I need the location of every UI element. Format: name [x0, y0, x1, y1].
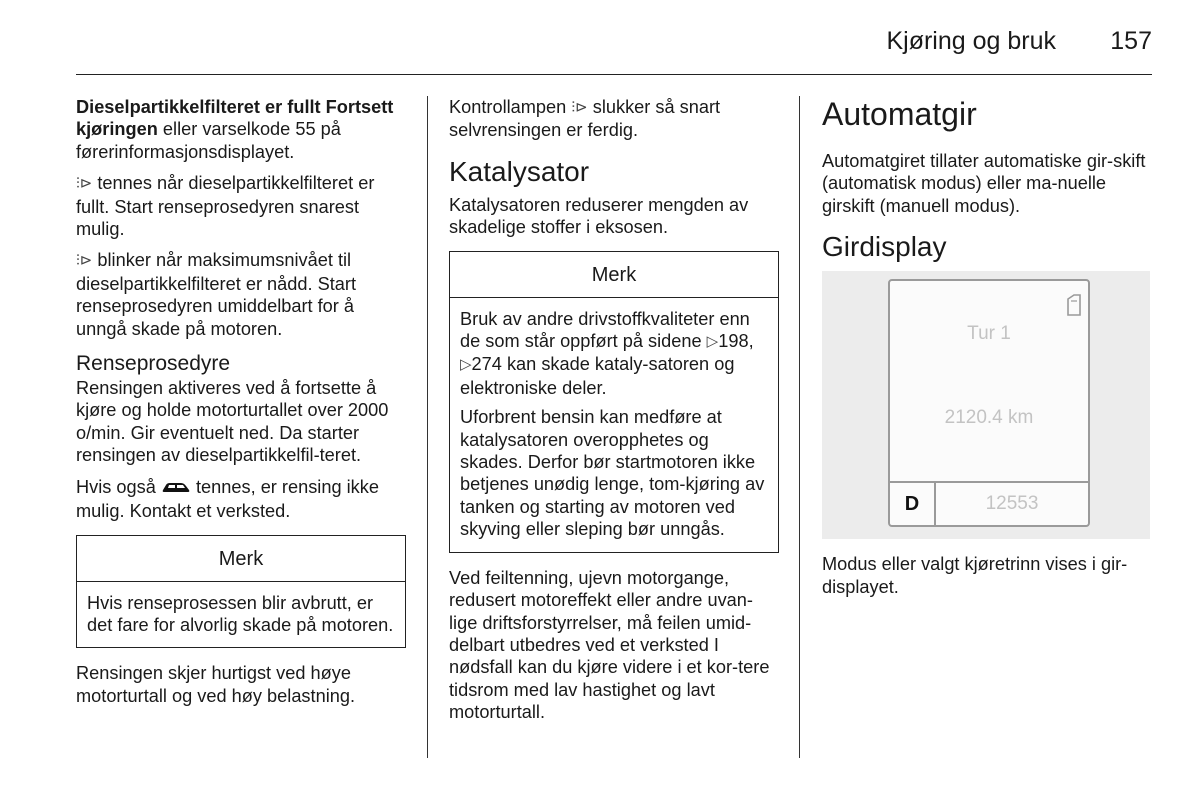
paragraph: Rensingen aktiveres ved å fortsette å kjøre og holde motorturtallet over 2000 o/min. Gir eventuelt ned. Da starter rensingen av dieselpartikkelfil-teret. [76, 378, 389, 466]
paragraph-text: Hvis også [76, 476, 161, 497]
paragraph: Katalysatoren reduserer mengden av skadelige stoffer i eksosen. [449, 194, 749, 238]
page-reference-arrow-icon: ▷ [460, 356, 472, 374]
paragraph [76, 249, 406, 340]
engine-check-icon [161, 478, 191, 500]
note-title: Merk [450, 252, 778, 298]
page-reference[interactable]: 274 [471, 354, 502, 375]
paragraph-text: eller varselkode 55 på førerinformasjonsdisplayet. [76, 119, 341, 162]
paragraph-text: slukker så snart selvrensingen er ferdig. [449, 97, 721, 141]
odometer: 12553 [985, 493, 1039, 515]
display-bottom-row [890, 481, 1088, 525]
trip-distance: 2120.4 km [944, 407, 1034, 429]
page-header [76, 22, 1152, 75]
note-body [450, 298, 778, 552]
gear-display-illustration [822, 271, 1150, 539]
note-box [76, 535, 406, 649]
trip-label: Tur 1 [967, 323, 1011, 345]
paragraph-text: blinker når maksimumsnivået til dieselpartikkelfilteret er nådd. Start renseprosedyren umiddelbart for å unngå skade på motoren. [76, 250, 357, 339]
note-body [77, 582, 405, 648]
chapter-title: Automatgir [822, 96, 977, 132]
note-text: Hvis renseprosessen blir avbrutt, er det fare for alvorlig skade på motoren. [87, 592, 394, 635]
dpf-warning-icon: ⫶⊳ [76, 175, 93, 193]
column-right [822, 96, 1152, 607]
bold-lead: Dieselpartikkelfilteret er fullt Fortsett kjøringen [76, 97, 394, 140]
dpf-warning-icon: ⫶⊳ [76, 252, 93, 270]
column-left [76, 96, 406, 716]
gear-indicator: D [890, 483, 936, 525]
column-middle [449, 96, 779, 733]
page-reference-arrow-icon: ▷ [706, 333, 719, 351]
paragraph: Ved feiltenning, ujevn motorgange, redusert motoreffekt eller andre uvan-lige driftsforstyrrelser, må feilen umid-delbart utbedres ved et verksted I nødsfall kan du kjøre videre i et kor-tere tidsrom med lav hastighet og lavt motorturtall. [449, 567, 770, 723]
note-text: Uforbrent bensin kan medføre at katalysatoren overopphetes og skades. Derfor bør startmotoren ikke betjenes unødig lenge, tom-kjøring av tanken og starting av motoren ved skyving eller sleping bør unngås. [460, 407, 765, 540]
section-title: Kjøring og bruk [886, 27, 1056, 55]
paragraph [76, 172, 406, 240]
gear-display-screen [888, 279, 1090, 527]
page-reference[interactable]: 198 [718, 331, 749, 352]
note-text: Bruk av andre drivstoffkvaliteter enn de som står oppført på sidene ▷198, ▷274 kan skade kataly-satoren og elektroniske deler. [460, 308, 754, 398]
column-divider [427, 96, 428, 758]
paragraph-text: Kontrollampen [449, 97, 572, 117]
paragraph: Rensingen skjer hurtigst ved høye motorturtall og ved høy belastning. [76, 663, 356, 706]
door-open-icon [1066, 293, 1082, 322]
subheading: Renseprosedyre [76, 352, 231, 376]
dpf-warning-icon: ⫶⊳ [571, 99, 588, 116]
paragraph [76, 476, 406, 523]
note-title: Merk [77, 536, 405, 582]
paragraph [76, 96, 406, 163]
section-heading: Katalysator [449, 155, 590, 187]
paragraph [449, 96, 779, 142]
column-divider [799, 96, 800, 758]
note-box [449, 251, 779, 553]
paragraph-text: kan skade kataly-satoren og elektroniske deler. [460, 354, 735, 398]
paragraph-text: tennes når dieselpartikkelfilteret er fullt. Start renseprosedyren snarest mulig. [76, 173, 375, 240]
page-number: 157 [1110, 27, 1152, 55]
paragraph-text: Bruk av andre drivstoffkvaliteter enn de som står oppført på sidene [460, 308, 750, 352]
paragraph-text: tennes, er rensing ikke mulig. Kontakt et verksted. [76, 476, 379, 522]
section-heading: Girdisplay [822, 231, 947, 263]
figure-caption: Modus eller valgt kjøretrinn vises i gir-displayet. [822, 554, 1128, 597]
paragraph: Automatgiret tillater automatiske gir-skift (automatisk modus) eller ma-nuelle girskift (manuell modus). [822, 151, 1146, 216]
